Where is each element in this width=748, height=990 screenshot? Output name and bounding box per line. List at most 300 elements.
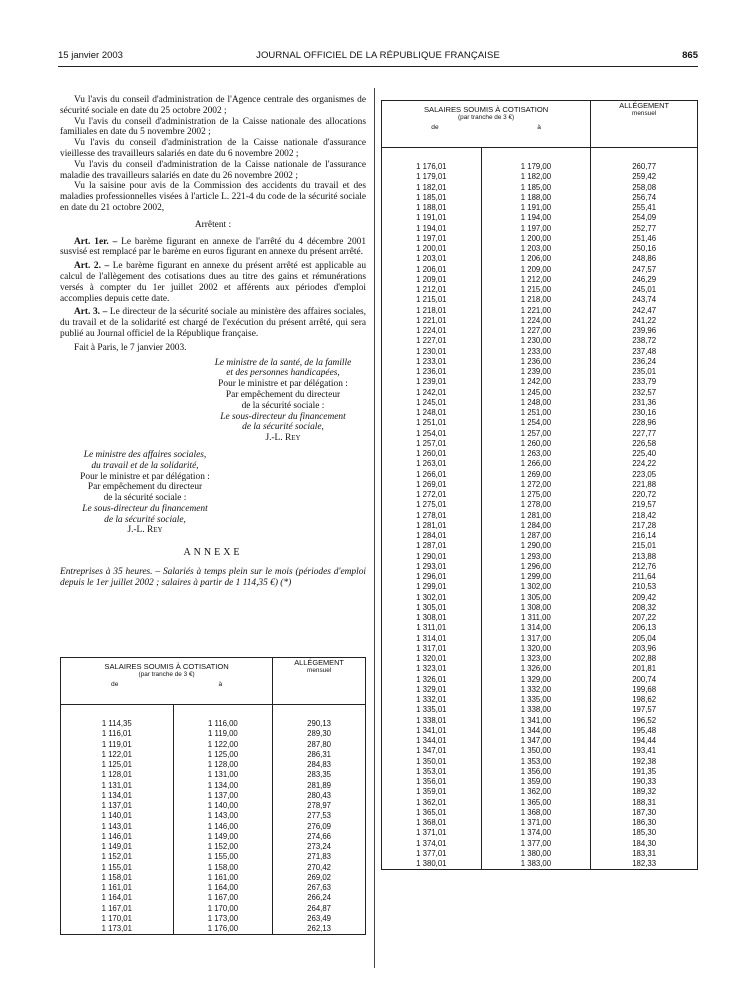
salary-from-cell: 1 188,01 — [382, 203, 482, 213]
salary-from-cell: 1 362,01 — [382, 798, 482, 808]
salary-from-cell: 1 134,01 — [61, 791, 174, 801]
sig2-empechement1: Par empêchement du directeur — [87, 482, 203, 493]
table-row — [61, 719, 366, 729]
article-3-label: Art. 3. – — [74, 307, 108, 318]
salary-to-cell: 1 164,00 — [173, 883, 273, 893]
salary-to-cell: 1 128,00 — [173, 760, 273, 770]
allegement-cell: 231,36 — [591, 398, 698, 408]
salary-from-cell: 1 206,01 — [382, 265, 482, 275]
salary-from-cell: 1 236,01 — [382, 367, 482, 377]
salary-from-cell: 1 131,01 — [61, 781, 174, 791]
salary-to-cell: 1 257,00 — [481, 429, 591, 439]
table-row — [61, 873, 366, 883]
salary-to-cell: 1 119,00 — [173, 729, 273, 739]
signature-block-2 — [60, 450, 230, 536]
salary-from-cell: 1 152,01 — [61, 852, 174, 862]
salary-to-cell: 1 143,00 — [173, 811, 273, 821]
table-row — [382, 295, 698, 305]
header-de-label: de — [111, 681, 119, 688]
visa-paragraph: Vu l'avis du conseil d'administration de la Caisse nationale des allocations familiales en date du 5 novembre 2002 ; — [60, 116, 366, 138]
allegement-cell: 242,47 — [591, 306, 698, 316]
salary-to-cell: 1 185,00 — [481, 183, 591, 193]
salary-from-cell: 1 377,01 — [382, 849, 482, 859]
page-header — [58, 50, 698, 64]
salary-from-cell: 1 380,01 — [382, 859, 482, 870]
salary-to-cell: 1 347,00 — [481, 736, 591, 746]
salary-to-cell: 1 152,00 — [173, 842, 273, 852]
salary-from-cell: 1 281,01 — [382, 521, 482, 531]
header-allegement-label: ALLÉGEMENT — [619, 101, 669, 110]
salary-from-cell: 1 266,01 — [382, 470, 482, 480]
article-1-label: Art. 1er. – — [74, 236, 118, 247]
salary-to-cell: 1 338,00 — [481, 705, 591, 715]
sig2-minister-line1: Le ministre des affaires sociales, — [83, 449, 207, 460]
allegement-cell: 184,30 — [591, 839, 698, 849]
salary-to-cell: 1 377,00 — [481, 839, 591, 849]
table-row — [61, 781, 366, 791]
allegement-cell: 190,33 — [591, 777, 698, 787]
table-row — [382, 757, 698, 767]
article-2-label: Art. 2. – — [74, 261, 110, 272]
salary-from-cell: 1 212,01 — [382, 285, 482, 295]
allegement-cell: 254,09 — [591, 213, 698, 223]
table-row — [382, 357, 698, 367]
salary-from-cell: 1 194,01 — [382, 224, 482, 234]
table-row — [382, 767, 698, 777]
salary-from-cell: 1 302,01 — [382, 593, 482, 603]
table-row — [382, 306, 698, 316]
allegement-cell: 223,05 — [591, 470, 698, 480]
sig2-delegation: Pour le ministre et par délégation : — [80, 471, 210, 482]
salary-from-cell: 1 332,01 — [382, 695, 482, 705]
table-row — [382, 511, 698, 521]
article-2-text: Le barème figurant en annexe du présent arrêté est applicable au calcul de l'allègement des cotisations dues au titre des gains et rémunérations versés à compter du 1er juillet 2002 et afférents aux périodes d'emploi accomplies depuis cette date. — [60, 261, 367, 304]
allegement-cell: 209,42 — [591, 593, 698, 603]
sig2-name: J.-L. Rey — [127, 525, 163, 536]
table-row — [382, 675, 698, 685]
allegement-cell: 250,16 — [591, 244, 698, 254]
allegement-cell: 269,02 — [273, 873, 366, 883]
arretent-heading: Arrêtent : — [194, 219, 232, 230]
salary-to-cell: 1 341,00 — [481, 716, 591, 726]
salary-from-cell: 1 257,01 — [382, 439, 482, 449]
allegement-cell: 197,57 — [591, 705, 698, 715]
table-row — [382, 367, 698, 377]
salary-to-cell: 1 221,00 — [481, 306, 591, 316]
allegement-cell: 199,68 — [591, 685, 698, 695]
allegement-cell: 186,30 — [591, 818, 698, 828]
table-row — [382, 746, 698, 756]
salary-to-cell: 1 218,00 — [481, 295, 591, 305]
allegement-cell: 290,13 — [273, 719, 366, 729]
allegement-cell: 248,86 — [591, 254, 698, 264]
table-row — [382, 480, 698, 490]
salary-from-cell: 1 311,01 — [382, 623, 482, 633]
salary-to-cell: 1 248,00 — [481, 398, 591, 408]
salary-to-cell: 1 356,00 — [481, 767, 591, 777]
table-row — [61, 842, 366, 852]
salary-to-cell: 1 278,00 — [481, 500, 591, 510]
allegement-cell: 237,48 — [591, 347, 698, 357]
salary-from-cell: 1 224,01 — [382, 326, 482, 336]
table-row — [382, 398, 698, 408]
allegement-cell: 206,13 — [591, 623, 698, 633]
salary-from-cell: 1 275,01 — [382, 500, 482, 510]
salary-from-cell: 1 245,01 — [382, 398, 482, 408]
salary-from-cell: 1 128,01 — [61, 770, 174, 780]
table-row — [382, 162, 698, 172]
salary-to-cell: 1 380,00 — [481, 849, 591, 859]
salary-to-cell: 1 215,00 — [481, 285, 591, 295]
table-header-salaires — [382, 101, 591, 148]
salary-from-cell: 1 221,01 — [382, 316, 482, 326]
allegement-cell: 270,42 — [273, 863, 366, 873]
salary-from-cell: 1 242,01 — [382, 388, 482, 398]
salary-to-cell: 1 194,00 — [481, 213, 591, 223]
allegement-cell: 243,74 — [591, 295, 698, 305]
salary-to-cell: 1 179,00 — [481, 162, 591, 172]
article-2 — [60, 261, 366, 304]
signature-block-1 — [60, 358, 366, 444]
salary-from-cell: 1 203,01 — [382, 254, 482, 264]
allegement-cell: 193,41 — [591, 746, 698, 756]
sig1-sousdir1: Le sous-directeur du financement — [220, 411, 346, 422]
salary-to-cell: 1 368,00 — [481, 808, 591, 818]
salary-to-cell: 1 125,00 — [173, 750, 273, 760]
allegement-cell: 216,14 — [591, 531, 698, 541]
annexe-title: ANNEXE — [183, 547, 243, 559]
table-row — [61, 863, 366, 873]
allegement-cell: 224,22 — [591, 459, 698, 469]
salary-to-cell: 1 314,00 — [481, 623, 591, 633]
salary-to-cell: 1 233,00 — [481, 347, 591, 357]
table-header-salaires — [61, 658, 273, 705]
allegement-cell: 241,22 — [591, 316, 698, 326]
allegement-cell: 211,64 — [591, 572, 698, 582]
salary-from-cell: 1 143,01 — [61, 822, 174, 832]
visa-paragraph: Vu l'avis du conseil d'administration de l'Agence centrale des organismes de sécurité sociale en date du 25 octobre 2002 ; — [60, 95, 366, 116]
salary-from-cell: 1 155,01 — [61, 863, 174, 873]
salary-from-cell: 1 176,01 — [382, 162, 482, 172]
salary-to-cell: 1 269,00 — [481, 470, 591, 480]
table-row — [61, 791, 366, 801]
salary-to-cell: 1 158,00 — [173, 863, 273, 873]
salary-from-cell: 1 299,01 — [382, 582, 482, 592]
allegement-cell: 271,83 — [273, 852, 366, 862]
allegement-cell: 192,38 — [591, 757, 698, 767]
salary-to-cell: 1 254,00 — [481, 418, 591, 428]
salary-from-cell: 1 251,01 — [382, 418, 482, 428]
table-row — [382, 213, 698, 223]
salary-from-cell: 1 254,01 — [382, 429, 482, 439]
salary-to-cell: 1 206,00 — [481, 254, 591, 264]
salary-from-cell: 1 239,01 — [382, 377, 482, 387]
allegement-cell: 205,04 — [591, 634, 698, 644]
table-row — [382, 664, 698, 674]
salary-to-cell: 1 266,00 — [481, 459, 591, 469]
salary-from-cell: 1 233,01 — [382, 357, 482, 367]
salary-from-cell: 1 158,01 — [61, 873, 174, 883]
table-row — [382, 582, 698, 592]
allegement-cell: 245,01 — [591, 285, 698, 295]
salary-to-cell: 1 260,00 — [481, 439, 591, 449]
table-row — [382, 490, 698, 500]
salary-from-cell: 1 149,01 — [61, 842, 174, 852]
allegement-cell: 246,29 — [591, 275, 698, 285]
table-row — [61, 924, 366, 935]
salary-from-cell: 1 164,01 — [61, 893, 174, 903]
allegement-cell: 198,62 — [591, 695, 698, 705]
salary-from-cell: 1 272,01 — [382, 490, 482, 500]
salary-to-cell: 1 371,00 — [481, 818, 591, 828]
salary-from-cell: 1 293,01 — [382, 562, 482, 572]
table-row — [382, 541, 698, 551]
left-column — [60, 95, 366, 589]
table-row — [61, 770, 366, 780]
salary-to-cell: 1 188,00 — [481, 193, 591, 203]
table-row — [61, 904, 366, 914]
allegement-cell: 202,88 — [591, 654, 698, 664]
table-header-allegement — [591, 101, 698, 148]
allegement-cell: 210,53 — [591, 582, 698, 592]
table-row — [382, 859, 698, 870]
salary-to-cell: 1 263,00 — [481, 449, 591, 459]
salary-from-cell: 1 269,01 — [382, 480, 482, 490]
allegement-cell: 256,74 — [591, 193, 698, 203]
table-row — [61, 750, 366, 760]
table-row — [382, 695, 698, 705]
salary-to-cell: 1 353,00 — [481, 757, 591, 767]
salary-from-cell: 1 341,01 — [382, 726, 482, 736]
salary-from-cell: 1 191,01 — [382, 213, 482, 223]
salary-from-cell: 1 338,01 — [382, 716, 482, 726]
allegement-cell: 183,31 — [591, 849, 698, 859]
salary-from-cell: 1 359,01 — [382, 787, 482, 797]
allegement-table-right — [381, 100, 698, 870]
salary-from-cell: 1 200,01 — [382, 244, 482, 254]
salary-from-cell: 1 230,01 — [382, 347, 482, 357]
salary-to-cell: 1 272,00 — [481, 480, 591, 490]
allegement-cell: 215,01 — [591, 541, 698, 551]
table-row — [382, 172, 698, 182]
allegement-cell: 235,01 — [591, 367, 698, 377]
salary-from-cell: 1 308,01 — [382, 613, 482, 623]
salary-to-cell: 1 230,00 — [481, 336, 591, 346]
salary-to-cell: 1 335,00 — [481, 695, 591, 705]
sig1-minister-line1: Le ministre de la santé, de la famille — [214, 357, 352, 368]
allegement-cell: 252,77 — [591, 224, 698, 234]
table-row — [61, 822, 366, 832]
allegement-cell: 226,58 — [591, 439, 698, 449]
salary-from-cell: 1 248,01 — [382, 408, 482, 418]
table-row — [382, 849, 698, 859]
allegement-cell: 220,72 — [591, 490, 698, 500]
salary-from-cell: 1 227,01 — [382, 336, 482, 346]
salary-from-cell: 1 317,01 — [382, 644, 482, 654]
sig1-name: J.-L. Rey — [265, 433, 301, 444]
salary-from-cell: 1 305,01 — [382, 603, 482, 613]
header-mensuel-label: mensuel — [632, 110, 657, 117]
table-row — [382, 439, 698, 449]
header-journal-title: JOURNAL OFFICIEL DE LA RÉPUBLIQUE FRANÇAISE — [256, 50, 500, 61]
allegement-cell: 276,09 — [273, 822, 366, 832]
salary-to-cell: 1 305,00 — [481, 593, 591, 603]
salary-from-cell: 1 368,01 — [382, 818, 482, 828]
allegement-cell: 195,48 — [591, 726, 698, 736]
salary-from-cell: 1 374,01 — [382, 839, 482, 849]
salary-from-cell: 1 161,01 — [61, 883, 174, 893]
salary-from-cell: 1 173,01 — [61, 924, 174, 935]
table-row — [382, 552, 698, 562]
sig1-minister-line2: et des personnes handicapées, — [226, 368, 340, 379]
table-row — [382, 183, 698, 193]
allegement-cell: 286,31 — [273, 750, 366, 760]
table-row — [61, 760, 366, 770]
salary-to-cell: 1 281,00 — [481, 511, 591, 521]
allegement-cell: 208,32 — [591, 603, 698, 613]
allegement-cell: 247,57 — [591, 265, 698, 275]
header-a-label: à — [218, 681, 223, 688]
salary-from-cell: 1 350,01 — [382, 757, 482, 767]
salary-to-cell: 1 350,00 — [481, 746, 591, 756]
sig1-empechement2: de la sécurité sociale : — [241, 400, 325, 411]
table-row — [382, 798, 698, 808]
table-row — [382, 828, 698, 838]
salary-to-cell: 1 245,00 — [481, 388, 591, 398]
table-row — [382, 316, 698, 326]
allegement-cell: 289,30 — [273, 729, 366, 739]
table-row — [382, 500, 698, 510]
sig1-delegation: Pour le ministre et par délégation : — [218, 379, 348, 390]
table-row — [61, 893, 366, 903]
table-row — [61, 811, 366, 821]
table-row — [382, 685, 698, 695]
sig2-empechement2: de la sécurité sociale : — [103, 493, 187, 504]
salary-from-cell: 1 140,01 — [61, 811, 174, 821]
allegement-cell: 238,72 — [591, 336, 698, 346]
salary-to-cell: 1 200,00 — [481, 234, 591, 244]
salary-from-cell: 1 284,01 — [382, 531, 482, 541]
allegement-cell: 287,80 — [273, 740, 366, 750]
allegement-cell: 251,46 — [591, 234, 698, 244]
table-row — [382, 716, 698, 726]
table-row — [382, 418, 698, 428]
salary-from-cell: 1 215,01 — [382, 295, 482, 305]
article-3-text: Le directeur de la sécurité sociale au ministère des affaires sociales, du travail et de la solidarité est chargé de l'exécution du présent arrêté, qui sera publié au Journal officiel de la République française. — [60, 307, 366, 339]
allegement-cell: 219,57 — [591, 500, 698, 510]
annexe-caption: Entreprises à 35 heures. – Salariés à temps plein sur le mois (périodes d'emploi depuis le 1er juillet 2002 ; salaires à partir de 1 114,35 €) (*) — [60, 567, 366, 588]
table-row — [382, 787, 698, 797]
article-3 — [60, 307, 366, 339]
allegement-cell: 191,35 — [591, 767, 698, 777]
table-row — [382, 562, 698, 572]
table-row — [382, 613, 698, 623]
allegement-cell: 201,81 — [591, 664, 698, 674]
salary-to-cell: 1 362,00 — [481, 787, 591, 797]
salary-to-cell: 1 161,00 — [173, 873, 273, 883]
salary-from-cell: 1 137,01 — [61, 801, 174, 811]
allegement-cell: 273,24 — [273, 842, 366, 852]
salary-from-cell: 1 323,01 — [382, 664, 482, 674]
salary-from-cell: 1 182,01 — [382, 183, 482, 193]
salary-to-cell: 1 311,00 — [481, 613, 591, 623]
table-row — [382, 818, 698, 828]
table-row — [382, 408, 698, 418]
table-row — [382, 244, 698, 254]
table-row — [382, 572, 698, 582]
table-row — [382, 654, 698, 664]
salary-from-cell: 1 209,01 — [382, 275, 482, 285]
salary-to-cell: 1 242,00 — [481, 377, 591, 387]
salary-from-cell: 1 263,01 — [382, 459, 482, 469]
salary-to-cell: 1 122,00 — [173, 740, 273, 750]
salary-to-cell: 1 284,00 — [481, 521, 591, 531]
table-row — [382, 459, 698, 469]
salary-to-cell: 1 137,00 — [173, 791, 273, 801]
allegement-cell: 217,28 — [591, 521, 698, 531]
salary-from-cell: 1 278,01 — [382, 511, 482, 521]
salary-to-cell: 1 224,00 — [481, 316, 591, 326]
header-date: 15 janvier 2003 — [58, 50, 123, 61]
salary-to-cell: 1 359,00 — [481, 777, 591, 787]
table-row — [382, 203, 698, 213]
salary-from-cell: 1 179,01 — [382, 172, 482, 182]
salary-to-cell: 1 149,00 — [173, 832, 273, 842]
salary-from-cell: 1 320,01 — [382, 654, 482, 664]
header-mensuel-label: mensuel — [307, 667, 332, 674]
allegement-cell: 189,32 — [591, 787, 698, 797]
salary-to-cell: 1 344,00 — [481, 726, 591, 736]
allegement-cell: 236,24 — [591, 357, 698, 367]
table-row — [61, 801, 366, 811]
salary-to-cell: 1 176,00 — [173, 924, 273, 935]
allegement-cell: 194,44 — [591, 736, 698, 746]
salary-from-cell: 1 296,01 — [382, 572, 482, 582]
table-row — [382, 521, 698, 531]
table-row — [61, 729, 366, 739]
salary-to-cell: 1 167,00 — [173, 893, 273, 903]
salary-to-cell: 1 203,00 — [481, 244, 591, 254]
salary-from-cell: 1 335,01 — [382, 705, 482, 715]
table-row — [61, 852, 366, 862]
table-row — [382, 623, 698, 633]
salary-from-cell: 1 347,01 — [382, 746, 482, 756]
salary-from-cell: 1 356,01 — [382, 777, 482, 787]
table-row — [382, 193, 698, 203]
salary-to-cell: 1 320,00 — [481, 644, 591, 654]
table-row — [382, 726, 698, 736]
table-row — [382, 429, 698, 439]
salary-from-cell: 1 287,01 — [382, 541, 482, 551]
allegement-cell: 258,08 — [591, 183, 698, 193]
table-header-allegement — [273, 658, 366, 705]
table-row — [382, 265, 698, 275]
salary-to-cell: 1 131,00 — [173, 770, 273, 780]
allegement-cell: 230,16 — [591, 408, 698, 418]
table-row — [382, 603, 698, 613]
table-row — [382, 254, 698, 264]
salary-to-cell: 1 332,00 — [481, 685, 591, 695]
table-row — [382, 388, 698, 398]
table-row — [382, 377, 698, 387]
column-divider — [374, 88, 375, 968]
salary-from-cell: 1 125,01 — [61, 760, 174, 770]
table-row — [61, 914, 366, 924]
salary-from-cell: 1 314,01 — [382, 634, 482, 644]
salary-to-cell: 1 197,00 — [481, 224, 591, 234]
salary-from-cell: 1 170,01 — [61, 914, 174, 924]
table-row — [382, 593, 698, 603]
